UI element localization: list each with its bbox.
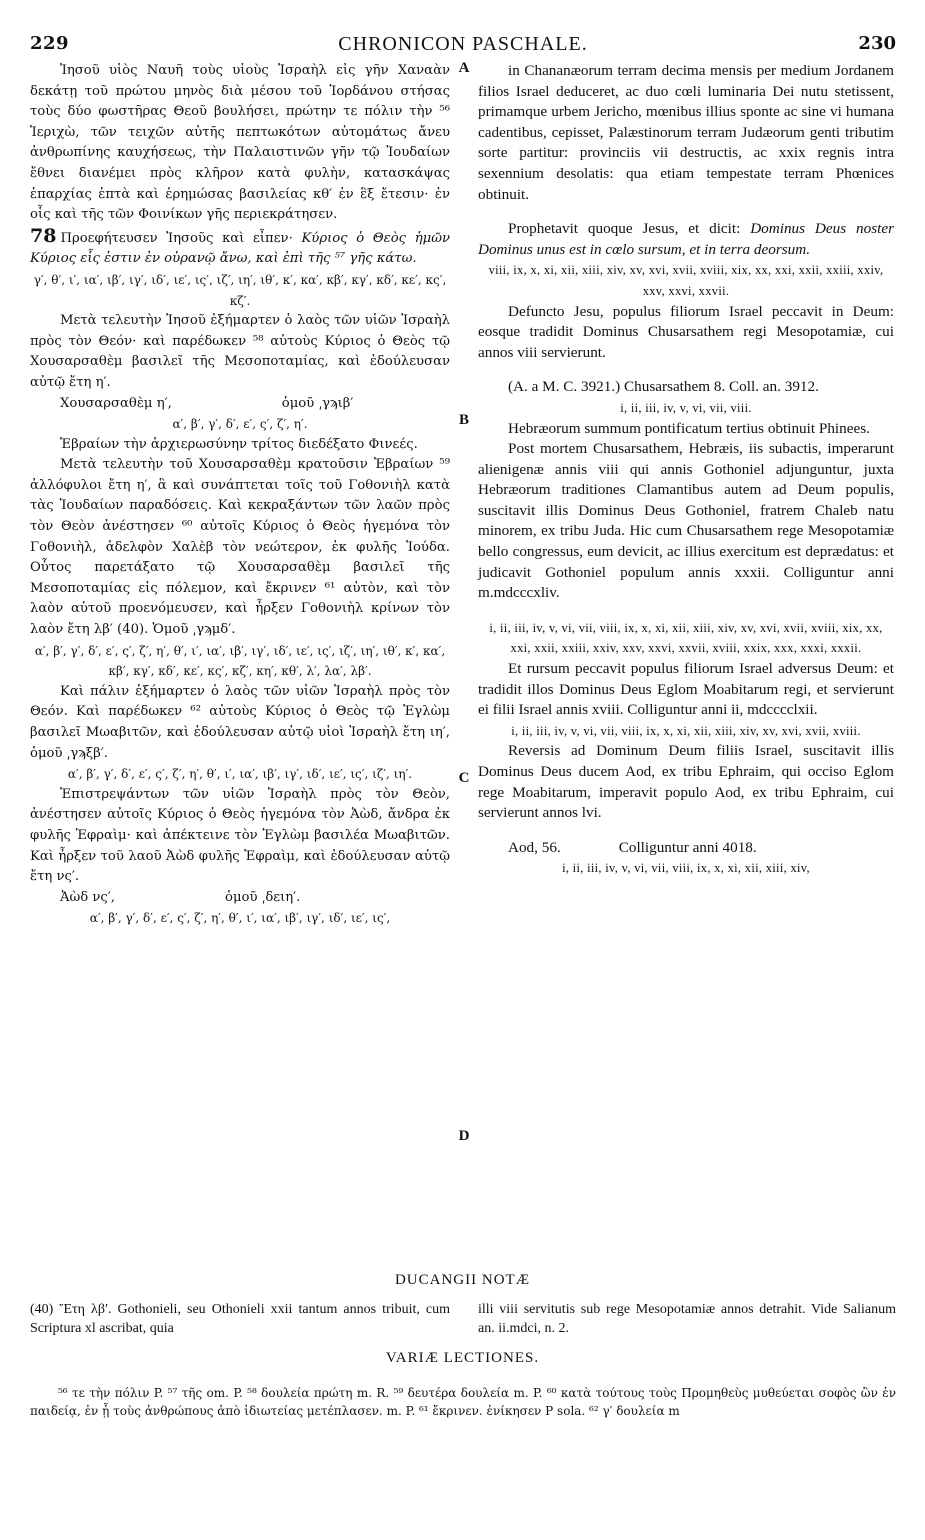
- summary-line-left: (A. a M. C. 3921.) Chusarsathem 8. Coll. an. 3912.: [508, 378, 819, 396]
- notes-title: DUCANGII NOTÆ: [394, 1272, 531, 1288]
- summary-line-right: ὁμοῦ ͵γϡιβ′: [281, 395, 354, 411]
- paragraph-text: Defuncto Jesu, populus filiorum Israel peccavit in Deum: eosque tradidit Dominus Chusarsathem regi Mesopotamiæ, cui annos viii servierunt.: [478, 302, 894, 361]
- variae-title: VARIÆ LECTIONES.: [385, 1350, 540, 1366]
- numeral-list: i, ii, iii, iv, v, vi, vii, viii.: [620, 400, 752, 415]
- numeral-list: α′, β′, γ′, δ′, ε′, ς′, ζ′, η′, θ′, ι′, ια′, ιβ′, ιγ′, ιδ′, ιε′, ις′,: [89, 911, 391, 926]
- paragraph: [30, 455, 450, 640]
- paragraph-text: Ἐπιστρεψάντων τῶν υἱῶν Ἰσραὴλ πρὸς τὸν Θεὸν, ἀνέστησεν αὐτοῖς Κύριος ὁ Θεὸς ἡγεμόνα τὸν Ἀὼδ, ἄνδρα ἐκ φυλῆς Ἐφραὶμ· καὶ ἀπέκτεινε τὸν Ἐγλὼμ βασιλέα Μωαβιτῶν. Καὶ ἦρξεν τοῦ λαοῦ Ἀὼδ φυλῆς Ἐφραὶμ, καὶ ἐδούλευσαν αὐτῷ ἔτη νς′.: [30, 786, 450, 885]
- summary-line: [30, 888, 450, 909]
- summary-line-left: Aod, 56.: [508, 838, 561, 856]
- paragraph: [30, 435, 450, 456]
- summary-line-right: ὁμοῦ ͵δειη′.: [225, 889, 301, 905]
- numeral-list: i, ii, iii, iv, v, vi, vii, viii, ix, x, xi, xii, xiii, xiv, xv, xvi, xvii, xviii, xix, xx, xxi, xxii, xxiii, xxiv, xxv, xxvi, xxvii, xviii, xxix, xxx, xxxi, xxxii.: [489, 620, 883, 656]
- paragraph: [478, 302, 894, 364]
- paragraph-text: Ἑβραίων τὴν ἀρχιερωσύνην τρίτος διεδέξατο Φινεές.: [60, 436, 418, 452]
- paragraph-text: Et rursum peccavit populus filiorum Israel adversus Deum: et tradidit illos Dominus Deus Eglom Moabitarum regi, et servierunt ei filii Israel annis xviii. Colliguntur anni ii, mdcccclxii.: [478, 660, 894, 719]
- paragraph: [478, 741, 894, 823]
- paragraph-text: Prophetavit quoque Jesus, et dicit:: [508, 220, 741, 238]
- numeral-list: viii, ix, x, xi, xii, xiii, xiv, xv, xvi, xvii, xviii, xix, xx, xxi, xxii, xxiii, xxiv, xxv, xxvi, xxvii.: [488, 263, 884, 298]
- numeral-list: α′, β′, γ′, δ′, ε′, ς′, ζ′, η′.: [172, 417, 308, 432]
- paragraph-gap: [478, 363, 894, 377]
- paragraph: [478, 61, 894, 205]
- running-title: CHRONICON PASCHALE.: [338, 33, 588, 55]
- numeral-list: α′, β′, γ′, δ′, ε′, ς′, ζ′, η′, θ′, ι′, ια′, ιβ′, ιγ′, ιδ′, ιε′, ις′, ιζ′, ιη′, ιθ′, κ′, κα′, κβ′, κγ′, κδ′, κε′, κς′, κζ′, κη′, κθ′, λ′, λα′, λβ′.: [34, 643, 446, 679]
- summary-line: [478, 377, 894, 398]
- paragraph-text: Hebræorum summum pontificatum tertius obtinuit Phinees.: [508, 419, 870, 437]
- paragraph-text: Μετὰ τελευτὴν Ἰησοῦ ἐξήμαρτεν ὁ λαὸς τῶν υἱῶν Ἰσραὴλ πρὸς τὸν Θεόν· καὶ παρέδωκεν ⁵⁸ αὐτοὺς Κύριος ὁ Θεὸς τῷ Χουσαρσαθὲμ βασιλεῖ τῆς Μεσοποταμίας, καὶ ἐδούλευσαν αὐτῷ ἔτη η′.: [30, 313, 450, 390]
- paragraph-gap: [478, 824, 894, 838]
- paragraph: [30, 311, 450, 393]
- latin-column: [478, 61, 894, 879]
- paragraph: [30, 226, 450, 270]
- paragraph: [478, 419, 894, 440]
- summary-line-left: Χουσαρσαθὲμ η′,: [60, 395, 172, 411]
- margin-marker-a: A: [458, 60, 470, 76]
- section-number: 78: [30, 224, 57, 247]
- variae-lectiones: ⁵⁶ τε τὴν πόλιν P. ⁵⁷ τῆς om. P. ⁵⁸ δουλεία πρώτη m. R. ⁵⁹ δευτέρα δουλεία m. P. ⁶⁰ κατὰ τούτους τοὺς Προμηθεὺς μυθεύεται σοφὸς ὢν ἐν παιδείᾳ, ἐν ᾗ τοὺς ἀνθρώπους ἀπὸ ἰδιωτείας μετέπλασεν. m. P. ⁶¹ ἔκρινεν. ἐνίκησεν P sola. ⁶² γ′ δουλεία m: [30, 1386, 896, 1418]
- paragraph: [30, 785, 450, 888]
- paragraph: [30, 682, 450, 764]
- summary-line-left: Ἀὼδ νς′,: [60, 889, 115, 905]
- paragraph: [30, 61, 450, 226]
- paragraph-text: Μετὰ τελευτὴν τοῦ Χουσαρσαθὲμ κρατοῦσιν Ἑβραίων ⁵⁹ ἀλλόφυλοι ἔτη η′, ἃ καὶ συνάπτεται τοῖς τοῦ Γοθονιὴλ κατὰ τὰς Ἰουδαίων παραδόσεις. Καὶ κεκραξάντων τῶν λαῶν πρὸς τὸν Θεὸν ἀνέστησεν ⁶⁰ αὐτοῖς Κύριος ὁ Θεὸς ἡγεμόνα τὸν Γοθονιὴλ, ἀδελφὸν Χαλὲβ τὸν νεώτερον, ἐκ φυλῆς Ἰούδα. Οὗτος παρετάξατο τῷ Χουσαρσαθὲμ βασιλεῖ τῆς Μεσοποταμίας εἰς πόλεμον, καὶ ἔκρινεν ⁶¹ αὐτὸν, καὶ τὸν λαὸν αὐτοῦ προενόμευσεν, καὶ ἦρξεν Γοθονιὴλ κρίνων τὸν λαὸν ἔτη λβ′ (40). Ὁμοῦ ͵γϡμδ′.: [30, 457, 450, 638]
- quoted-scripture: Κύριος ὁ Θεὸς ἡμῶν Κύριος εἷς ἐστιν ἐν οὐρανῷ ἄνω, καὶ ἐπὶ τῆς ⁵⁷ γῆς κάτω.: [30, 230, 450, 267]
- numeral-list: i, ii, iii, iv, v, vi, vii, viii, ix, x, xi, xii, xiii, xiv, xv, xvi, xvii, xviii.: [511, 723, 861, 738]
- greek-column: [30, 61, 450, 929]
- numeral-list: i, ii, iii, iv, v, vi, vii, viii, ix, x, xi, xii, xiii, xiv,: [562, 861, 810, 876]
- page-number-right: 230: [858, 33, 896, 54]
- summary-line: [478, 838, 894, 859]
- numeral-list: γ′, θ′, ι′, ια′, ιβ′, ιγ′, ιδ′, ιε′, ις′, ιζ′, ιη′, ιθ′, κ′, κα′, κβ′, κγ′, κδ′, κε′, κς′, κζ′.: [33, 272, 447, 308]
- paragraph-text: Post mortem Chusarsathem, Hebræis, iis subactis, imperarunt alienigenæ annis viii qui annis Gothoniel adjunguntur, juxta Hebræorum traditiones Clamantibus autem ad Deum populis, suscitavit illis Dominus Deus Gothoniel, fratrem Chaleb natu minorem, ex tribu Juda. Hic cum Chusarsathem rege Mesopotamiæ bello congressus, eum devicit, ac illius exercitum est deprædatus: et judicavit Gothoniel populum annis xxxii. Colliguntur anni m.mdcccxliv.: [478, 440, 894, 602]
- notes-right: illi viii servitutis sub rege Mesopotamiæ annos detrahit. Vide Salianum an. ii.mdci, n. 2.: [478, 1302, 896, 1336]
- paragraph-gap: [478, 604, 894, 618]
- paragraph-text: in Chananæorum terram decima mensis per medium Jordanem filios Israel deduceret, ac duo cœli luminaria Dei nutu stetissent, primamque urbem Jericho, mœnibus illius sponte ac sine vi humana cadentibus, cepisset, Palæstinorum terram Judæorum genti tributim sorte partitur: provinciis vii destructis, ac xxix regnis intra sexennium desolatis: qua etiam tempestate terram Phœnices obtinuit.: [478, 62, 894, 203]
- paragraph-text: Reversis ad Dominum Deum filiis Israel, suscitavit illis Dominus Deus ducem Aod, ex tribu Ephraim, qui occiso Eglom rege Moabitarum, imperavit populo Aod, ex tribu Ephraim, cui servierunt annos lvi.: [478, 742, 894, 822]
- numeral-list: α′, β′, γ′, δ′, ε′, ς′, ζ′, η′, θ′, ι′, ια′, ιβ′, ιγ′, ιδ′, ιε′, ις′, ιζ′, ιη′.: [67, 767, 413, 782]
- running-header: [30, 33, 896, 59]
- paragraph-text: Καὶ πάλιν ἐξήμαρτεν ὁ λαὸς τῶν υἱῶν Ἰσραὴλ πρὸς τὸν Θεόν. Καὶ παρέδωκεν ⁶² αὐτοὺς Κύριος ὁ Θεὸς τῷ Ἐγλὼμ βασιλεῖ Μωαβιτῶν, καὶ ἐδούλευσαν αὐτῷ υἱοὶ Ἰσραὴλ ἔτη ιη′, ὁμοῦ ͵γϡξβ′.: [30, 683, 450, 761]
- paragraph-gap: [478, 205, 894, 219]
- paragraph-text: Ἰησοῦ υἱὸς Ναυῆ τοὺς υἱοὺς Ἰσραὴλ εἰς γῆν Χαναὰν δεκάτῃ τοῦ πρώτου μηνὸς διὰ μέσου τοῦ Ἰορδάνου στήσας τοὺς δύο φωστῆρας Θεοῦ βουλήσει, πρώτην τε πόλιν τὴν ⁵⁶ Ἱεριχὼ, τῶν τειχῶν αὐτῆς πεπτωκότων αὐτομάτως ἄνευ ἀνθρωπίνης καυχήσεως, τὴν Παλαιστινῶν γῆν τῷ Ἰουδαίων ἔθνει διανέμει πρὸς κλῆρον κατὰ φυλὴν, κατασκάψας ἐπαρχίας ἑπτὰ καὶ ἐρημώσας βασιλείας κθ′ ἐν ἓξ ἔτεσιν· ἐν οἷς καὶ τῆς τῶν Φοινίκων γῆς περιεκράτησεν.: [30, 63, 450, 223]
- paragraph: [478, 659, 894, 721]
- quoted-scripture: Dominus Deus noster Dominus unus est in cœlo sursum, et in terra deorsum.: [478, 220, 895, 258]
- page-number-left: 229: [30, 33, 70, 54]
- paragraph-text: Προεφήτευσεν Ἰησοῦς καὶ εἶπεν·: [60, 230, 293, 246]
- summary-line-right: Colliguntur anni 4018.: [618, 838, 757, 856]
- margin-marker-c: C: [458, 770, 470, 786]
- notes-left: (40) Ἔτη λβ′. Gothonieli, seu Othonieli xxii tantum annos tribuit, cum Scriptura xl ascribat, quia: [30, 1302, 450, 1336]
- margin-marker-d: D: [458, 1128, 470, 1144]
- paragraph: [478, 219, 894, 260]
- paragraph: [478, 439, 894, 604]
- summary-line: [30, 394, 450, 415]
- margin-marker-b: B: [458, 412, 469, 428]
